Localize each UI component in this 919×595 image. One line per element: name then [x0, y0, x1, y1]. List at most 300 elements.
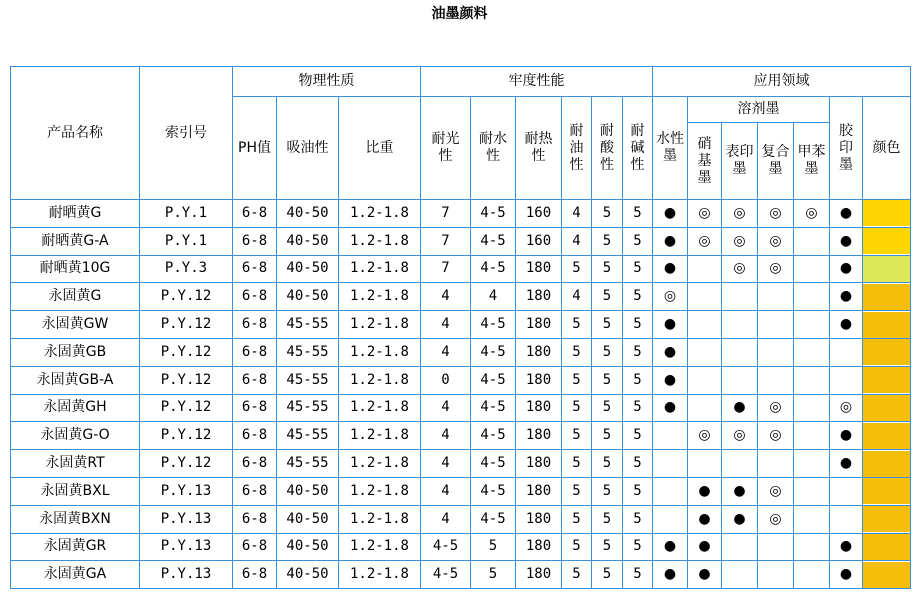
- water-ink-mark: [653, 505, 688, 533]
- ph-cell: 6-8: [233, 533, 277, 561]
- water-ink-mark: [653, 450, 688, 478]
- header-offset-ink-text: 胶印墨: [838, 122, 853, 173]
- oil-absorption-cell: 45-55: [277, 311, 339, 339]
- water-fastness-cell: 4-5: [471, 450, 516, 478]
- laminate-ink-mark: [758, 561, 794, 589]
- nitro-ink-mark: [688, 338, 722, 366]
- heat-fastness-cell: 180: [516, 561, 562, 589]
- ph-cell: 6-8: [233, 505, 277, 533]
- color-swatch-fill: [863, 562, 910, 588]
- toluene-ink-mark: [794, 366, 830, 394]
- alkali-fastness-cell: 5: [623, 338, 653, 366]
- header-water: [471, 97, 516, 200]
- header-color: 颜色: [863, 97, 911, 200]
- product-name-cell: 永固黄GB: [11, 338, 140, 366]
- page-title: 油墨颜料: [431, 6, 488, 22]
- header-nitro-ink: [688, 123, 722, 200]
- oil-absorption-cell: 45-55: [277, 366, 339, 394]
- nitro-ink-mark: ●: [688, 505, 722, 533]
- color-swatch-fill: [863, 256, 910, 282]
- water-fastness-cell: 4-5: [471, 394, 516, 422]
- specific-gravity-cell: 1.2-1.8: [339, 366, 421, 394]
- index-cell: P.Y.12: [140, 450, 233, 478]
- nitro-ink-mark: ●: [688, 477, 722, 505]
- product-name-cell: 永固黄GB-A: [11, 366, 140, 394]
- product-name-cell: 永固黄GR: [11, 533, 140, 561]
- ph-cell: 6-8: [233, 311, 277, 339]
- color-swatch: [863, 200, 911, 228]
- header-index-no: 索引号: [140, 67, 233, 200]
- index-cell: P.Y.13: [140, 533, 233, 561]
- toluene-ink-mark: [794, 255, 830, 283]
- color-swatch: [863, 227, 911, 255]
- water-fastness-cell: 5: [471, 533, 516, 561]
- header-acid: [592, 97, 623, 200]
- toluene-ink-mark: [794, 394, 830, 422]
- alkali-fastness-cell: 5: [623, 561, 653, 589]
- oil-fastness-cell: 5: [562, 450, 592, 478]
- alkali-fastness-cell: 5: [623, 533, 653, 561]
- toluene-ink-mark: ◎: [794, 200, 830, 228]
- heat-fastness-cell: 180: [516, 533, 562, 561]
- color-swatch-fill: [863, 395, 910, 421]
- table-row: [11, 338, 911, 366]
- light-fastness-cell: 7: [421, 227, 471, 255]
- oil-absorption-cell: 40-50: [277, 533, 339, 561]
- surface-print-ink-mark: [722, 283, 758, 311]
- toluene-ink-mark: [794, 338, 830, 366]
- surface-print-ink-mark: [722, 366, 758, 394]
- acid-fastness-cell: 5: [592, 533, 623, 561]
- color-swatch: [863, 394, 911, 422]
- water-ink-mark: ●: [653, 227, 688, 255]
- water-fastness-cell: 4-5: [471, 255, 516, 283]
- nitro-ink-mark: ◎: [688, 200, 722, 228]
- color-swatch-fill: [863, 534, 910, 560]
- table-row: [11, 283, 911, 311]
- surface-print-ink-mark: ◎: [722, 200, 758, 228]
- water-ink-mark: ●: [653, 255, 688, 283]
- header-toluene-ink: [794, 123, 830, 200]
- table-row: [11, 255, 911, 283]
- acid-fastness-cell: 5: [592, 366, 623, 394]
- oil-absorption-cell: 40-50: [277, 505, 339, 533]
- color-swatch-fill: [863, 478, 910, 504]
- header-laminate-ink-text: 复合墨: [761, 144, 790, 177]
- water-ink-mark: ●: [653, 311, 688, 339]
- color-swatch-fill: [863, 423, 910, 449]
- light-fastness-cell: 4-5: [421, 533, 471, 561]
- table-row: [11, 450, 911, 478]
- light-fastness-cell: 4: [421, 311, 471, 339]
- alkali-fastness-cell: 5: [623, 422, 653, 450]
- color-swatch-fill: [863, 228, 910, 254]
- offset-ink-mark: ◎: [830, 394, 863, 422]
- header-solvent-ink: 溶剂墨: [688, 97, 830, 123]
- nitro-ink-mark: [688, 394, 722, 422]
- heat-fastness-cell: 180: [516, 450, 562, 478]
- nitro-ink-mark: [688, 450, 722, 478]
- color-swatch-fill: [863, 506, 910, 532]
- header-specific-gravity: 比重: [339, 97, 421, 200]
- table-row: [11, 422, 911, 450]
- light-fastness-cell: 4: [421, 422, 471, 450]
- heat-fastness-cell: 180: [516, 366, 562, 394]
- table-body: [11, 200, 911, 589]
- product-name-cell: 耐晒黄10G: [11, 255, 140, 283]
- specific-gravity-cell: 1.2-1.8: [339, 200, 421, 228]
- specific-gravity-cell: 1.2-1.8: [339, 255, 421, 283]
- heat-fastness-cell: 180: [516, 477, 562, 505]
- product-name-cell: 永固黄G-O: [11, 422, 140, 450]
- color-swatch: [863, 255, 911, 283]
- index-cell: P.Y.3: [140, 255, 233, 283]
- water-fastness-cell: 4-5: [471, 311, 516, 339]
- product-name-cell: 永固黄GA: [11, 561, 140, 589]
- ph-cell: 6-8: [233, 561, 277, 589]
- water-fastness-cell: 4-5: [471, 422, 516, 450]
- heat-fastness-cell: 180: [516, 255, 562, 283]
- color-swatch-fill: [863, 451, 910, 477]
- header-acid-text: 耐酸性: [599, 122, 614, 173]
- header-oil: [562, 97, 592, 200]
- toluene-ink-mark: [794, 227, 830, 255]
- offset-ink-mark: ●: [830, 422, 863, 450]
- surface-print-ink-mark: ◎: [722, 255, 758, 283]
- alkali-fastness-cell: 5: [623, 394, 653, 422]
- water-ink-mark: ●: [653, 366, 688, 394]
- ph-cell: 6-8: [233, 255, 277, 283]
- oil-fastness-cell: 5: [562, 255, 592, 283]
- header-water-ink-text: 水性墨: [656, 131, 684, 164]
- acid-fastness-cell: 5: [592, 477, 623, 505]
- light-fastness-cell: 4-5: [421, 561, 471, 589]
- header-alkali-text: 耐碱性: [630, 122, 645, 173]
- product-name-cell: 永固黄BXL: [11, 477, 140, 505]
- nitro-ink-mark: ◎: [688, 422, 722, 450]
- header-surface-print-ink-text: 表印墨: [725, 144, 754, 177]
- product-name-cell: 耐晒黄G: [11, 200, 140, 228]
- water-ink-mark: ●: [653, 561, 688, 589]
- heat-fastness-cell: 160: [516, 200, 562, 228]
- water-ink-mark: ●: [653, 338, 688, 366]
- product-name-cell: 永固黄G: [11, 283, 140, 311]
- color-swatch: [863, 422, 911, 450]
- laminate-ink-mark: ◎: [758, 477, 794, 505]
- table-row: [11, 505, 911, 533]
- acid-fastness-cell: 5: [592, 561, 623, 589]
- laminate-ink-mark: ◎: [758, 505, 794, 533]
- oil-absorption-cell: 40-50: [277, 200, 339, 228]
- water-fastness-cell: 4-5: [471, 366, 516, 394]
- table-row: [11, 533, 911, 561]
- acid-fastness-cell: 5: [592, 422, 623, 450]
- water-fastness-cell: 5: [471, 561, 516, 589]
- surface-print-ink-mark: ●: [722, 477, 758, 505]
- light-fastness-cell: 4: [421, 477, 471, 505]
- table-row: [11, 200, 911, 228]
- nitro-ink-mark: [688, 366, 722, 394]
- specific-gravity-cell: 1.2-1.8: [339, 505, 421, 533]
- ph-cell: 6-8: [233, 338, 277, 366]
- table-row: [11, 477, 911, 505]
- index-cell: P.Y.13: [140, 505, 233, 533]
- specific-gravity-cell: 1.2-1.8: [339, 422, 421, 450]
- header-product-name: 产品名称: [11, 67, 140, 200]
- alkali-fastness-cell: 5: [623, 200, 653, 228]
- pigment-table: [10, 66, 911, 589]
- oil-fastness-cell: 4: [562, 283, 592, 311]
- acid-fastness-cell: 5: [592, 311, 623, 339]
- surface-print-ink-mark: [722, 561, 758, 589]
- oil-absorption-cell: 45-55: [277, 338, 339, 366]
- acid-fastness-cell: 5: [592, 283, 623, 311]
- color-swatch-fill: [863, 284, 910, 310]
- index-cell: P.Y.12: [140, 366, 233, 394]
- specific-gravity-cell: 1.2-1.8: [339, 227, 421, 255]
- offset-ink-mark: [830, 505, 863, 533]
- water-fastness-cell: 4-5: [471, 227, 516, 255]
- header-alkali: [623, 97, 653, 200]
- laminate-ink-mark: [758, 338, 794, 366]
- specific-gravity-cell: 1.2-1.8: [339, 450, 421, 478]
- light-fastness-cell: 4: [421, 394, 471, 422]
- specific-gravity-cell: 1.2-1.8: [339, 533, 421, 561]
- table-row: [11, 366, 911, 394]
- product-name-cell: 永固黄GW: [11, 311, 140, 339]
- nitro-ink-mark: [688, 255, 722, 283]
- heat-fastness-cell: 180: [516, 394, 562, 422]
- table-row: [11, 561, 911, 589]
- nitro-ink-mark: ●: [688, 533, 722, 561]
- header-row-groups: [11, 67, 911, 97]
- alkali-fastness-cell: 5: [623, 255, 653, 283]
- toluene-ink-mark: [794, 561, 830, 589]
- color-swatch-fill: [863, 339, 910, 365]
- light-fastness-cell: 4: [421, 450, 471, 478]
- offset-ink-mark: ●: [830, 450, 863, 478]
- laminate-ink-mark: ◎: [758, 394, 794, 422]
- surface-print-ink-mark: ●: [722, 394, 758, 422]
- laminate-ink-mark: [758, 450, 794, 478]
- oil-absorption-cell: 40-50: [277, 561, 339, 589]
- header-fastness: 牢度性能: [421, 67, 653, 97]
- offset-ink-mark: ●: [830, 255, 863, 283]
- oil-absorption-cell: 40-50: [277, 255, 339, 283]
- oil-fastness-cell: 4: [562, 227, 592, 255]
- nitro-ink-mark: ◎: [688, 227, 722, 255]
- laminate-ink-mark: ◎: [758, 422, 794, 450]
- alkali-fastness-cell: 5: [623, 227, 653, 255]
- product-name-cell: 永固黄BXN: [11, 505, 140, 533]
- header-ph: PH值: [233, 97, 277, 200]
- index-cell: P.Y.13: [140, 477, 233, 505]
- light-fastness-cell: 7: [421, 255, 471, 283]
- water-fastness-cell: 4-5: [471, 200, 516, 228]
- color-swatch: [863, 366, 911, 394]
- specific-gravity-cell: 1.2-1.8: [339, 283, 421, 311]
- color-swatch-fill: [863, 312, 910, 338]
- ph-cell: 6-8: [233, 200, 277, 228]
- oil-absorption-cell: 45-55: [277, 394, 339, 422]
- header-water-ink: [653, 97, 688, 200]
- light-fastness-cell: 4: [421, 338, 471, 366]
- ph-cell: 6-8: [233, 227, 277, 255]
- ph-cell: 6-8: [233, 450, 277, 478]
- oil-fastness-cell: 5: [562, 505, 592, 533]
- index-cell: P.Y.12: [140, 283, 233, 311]
- acid-fastness-cell: 5: [592, 394, 623, 422]
- oil-fastness-cell: 5: [562, 338, 592, 366]
- oil-absorption-cell: 40-50: [277, 227, 339, 255]
- alkali-fastness-cell: 5: [623, 505, 653, 533]
- oil-fastness-cell: 5: [562, 422, 592, 450]
- color-swatch: [863, 338, 911, 366]
- offset-ink-mark: ●: [830, 283, 863, 311]
- toluene-ink-mark: [794, 450, 830, 478]
- color-swatch: [863, 561, 911, 589]
- header-laminate-ink: [758, 123, 794, 200]
- ph-cell: 6-8: [233, 366, 277, 394]
- header-heat-text: 耐热性: [524, 131, 553, 164]
- laminate-ink-mark: [758, 283, 794, 311]
- index-cell: P.Y.13: [140, 561, 233, 589]
- oil-fastness-cell: 5: [562, 394, 592, 422]
- ph-cell: 6-8: [233, 477, 277, 505]
- oil-absorption-cell: 45-55: [277, 450, 339, 478]
- alkali-fastness-cell: 5: [623, 311, 653, 339]
- color-swatch: [863, 450, 911, 478]
- surface-print-ink-mark: [722, 533, 758, 561]
- heat-fastness-cell: 180: [516, 311, 562, 339]
- alkali-fastness-cell: 5: [623, 477, 653, 505]
- water-ink-mark: ●: [653, 533, 688, 561]
- toluene-ink-mark: [794, 311, 830, 339]
- laminate-ink-mark: ◎: [758, 227, 794, 255]
- acid-fastness-cell: 5: [592, 200, 623, 228]
- header-surface-print-ink: [722, 123, 758, 200]
- header-oil-text: 耐油性: [569, 122, 584, 173]
- water-fastness-cell: 4-5: [471, 477, 516, 505]
- specific-gravity-cell: 1.2-1.8: [339, 561, 421, 589]
- laminate-ink-mark: [758, 366, 794, 394]
- color-swatch: [863, 311, 911, 339]
- offset-ink-mark: [830, 477, 863, 505]
- header-heat: [516, 97, 562, 200]
- specific-gravity-cell: 1.2-1.8: [339, 477, 421, 505]
- specific-gravity-cell: 1.2-1.8: [339, 394, 421, 422]
- color-swatch: [863, 533, 911, 561]
- nitro-ink-mark: [688, 311, 722, 339]
- laminate-ink-mark: ◎: [758, 200, 794, 228]
- nitro-ink-mark: [688, 283, 722, 311]
- offset-ink-mark: [830, 366, 863, 394]
- oil-fastness-cell: 5: [562, 561, 592, 589]
- header-light: [421, 97, 471, 200]
- water-ink-mark: ◎: [653, 283, 688, 311]
- oil-fastness-cell: 5: [562, 366, 592, 394]
- toluene-ink-mark: [794, 283, 830, 311]
- oil-fastness-cell: 5: [562, 311, 592, 339]
- toluene-ink-mark: [794, 477, 830, 505]
- ph-cell: 6-8: [233, 394, 277, 422]
- alkali-fastness-cell: 5: [623, 366, 653, 394]
- header-nitro-ink-text: 硝基墨: [697, 135, 712, 186]
- acid-fastness-cell: 5: [592, 338, 623, 366]
- laminate-ink-mark: ◎: [758, 255, 794, 283]
- index-cell: P.Y.12: [140, 422, 233, 450]
- header-toluene-ink-text: 甲苯墨: [797, 144, 826, 177]
- alkali-fastness-cell: 5: [623, 283, 653, 311]
- ph-cell: 6-8: [233, 283, 277, 311]
- oil-absorption-cell: 40-50: [277, 283, 339, 311]
- offset-ink-mark: ●: [830, 200, 863, 228]
- header-physical: 物理性质: [233, 67, 421, 97]
- offset-ink-mark: [830, 338, 863, 366]
- product-name-cell: 永固黄GH: [11, 394, 140, 422]
- product-name-cell: 永固黄RT: [11, 450, 140, 478]
- surface-print-ink-mark: [722, 338, 758, 366]
- table-row: [11, 227, 911, 255]
- header-water-text: 耐水性: [478, 131, 507, 164]
- laminate-ink-mark: [758, 533, 794, 561]
- surface-print-ink-mark: ●: [722, 505, 758, 533]
- color-swatch-fill: [863, 200, 910, 226]
- offset-ink-mark: ●: [830, 561, 863, 589]
- acid-fastness-cell: 5: [592, 450, 623, 478]
- light-fastness-cell: 0: [421, 366, 471, 394]
- water-fastness-cell: 4: [471, 283, 516, 311]
- surface-print-ink-mark: [722, 450, 758, 478]
- water-ink-mark: ●: [653, 394, 688, 422]
- header-oil-absorption: 吸油性: [277, 97, 339, 200]
- heat-fastness-cell: 180: [516, 422, 562, 450]
- heat-fastness-cell: 180: [516, 283, 562, 311]
- product-name-cell: 耐晒黄G-A: [11, 227, 140, 255]
- index-cell: P.Y.12: [140, 311, 233, 339]
- oil-fastness-cell: 5: [562, 533, 592, 561]
- oil-fastness-cell: 4: [562, 200, 592, 228]
- water-ink-mark: ●: [653, 200, 688, 228]
- acid-fastness-cell: 5: [592, 227, 623, 255]
- color-swatch-fill: [863, 367, 910, 393]
- offset-ink-mark: ●: [830, 227, 863, 255]
- toluene-ink-mark: [794, 533, 830, 561]
- acid-fastness-cell: 5: [592, 505, 623, 533]
- surface-print-ink-mark: ◎: [722, 227, 758, 255]
- light-fastness-cell: 4: [421, 283, 471, 311]
- offset-ink-mark: ●: [830, 311, 863, 339]
- offset-ink-mark: ●: [830, 533, 863, 561]
- toluene-ink-mark: [794, 422, 830, 450]
- water-fastness-cell: 4-5: [471, 338, 516, 366]
- color-swatch: [863, 283, 911, 311]
- index-cell: P.Y.1: [140, 200, 233, 228]
- header-light-text: 耐光性: [431, 131, 460, 164]
- header-offset-ink: [830, 97, 863, 200]
- acid-fastness-cell: 5: [592, 255, 623, 283]
- table-row: [11, 311, 911, 339]
- light-fastness-cell: 4: [421, 505, 471, 533]
- laminate-ink-mark: [758, 311, 794, 339]
- heat-fastness-cell: 180: [516, 338, 562, 366]
- index-cell: P.Y.12: [140, 338, 233, 366]
- surface-print-ink-mark: ◎: [722, 422, 758, 450]
- nitro-ink-mark: ●: [688, 561, 722, 589]
- color-swatch: [863, 477, 911, 505]
- specific-gravity-cell: 1.2-1.8: [339, 338, 421, 366]
- index-cell: P.Y.12: [140, 394, 233, 422]
